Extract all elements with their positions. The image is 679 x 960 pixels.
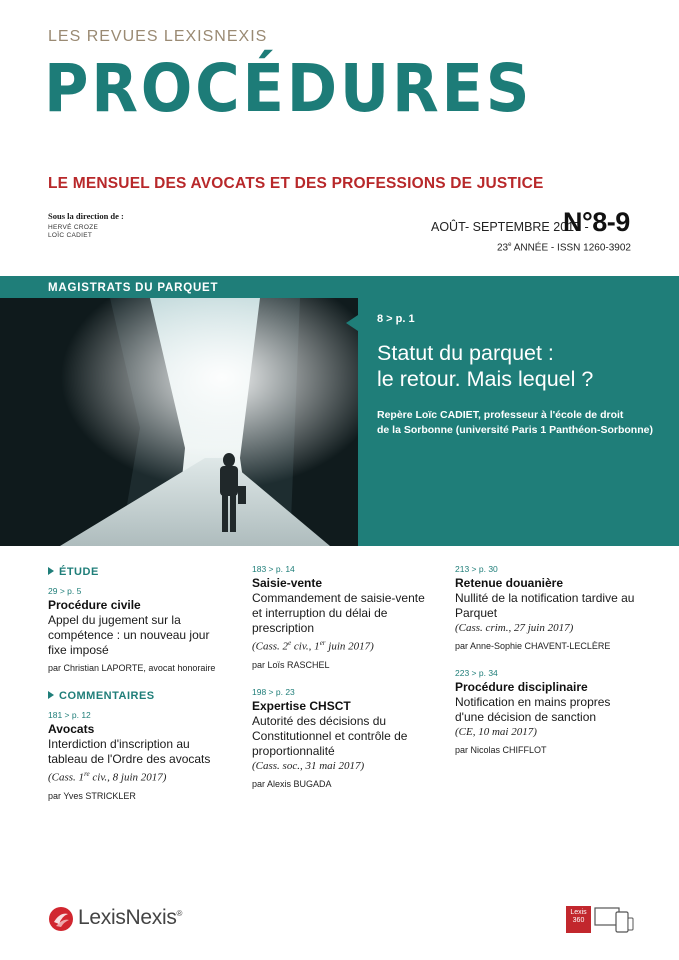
article-item[interactable] bbox=[48, 709, 248, 803]
article-author: par Nicolas CHIFFLOT bbox=[455, 745, 547, 755]
column-middle bbox=[252, 563, 452, 805]
feature-title-line: le retour. Mais lequel ? bbox=[377, 367, 594, 391]
article-citation: (CE, 10 mai 2017) bbox=[455, 726, 537, 738]
director-name: LOÏC CADIET bbox=[48, 232, 93, 239]
cover-photo bbox=[0, 298, 358, 546]
article-item[interactable] bbox=[252, 686, 452, 791]
article-item[interactable] bbox=[455, 667, 655, 757]
article-ref: 198 > p. 23 bbox=[252, 686, 295, 697]
article-description: Nullité de la notification tardive au Parquet bbox=[455, 591, 635, 620]
article-heading: Expertise CHSCT bbox=[252, 698, 351, 713]
article-citation: (Cass. 1re civ., 8 juin 2017) bbox=[48, 770, 167, 784]
director-name: HERVÉ CROZE bbox=[48, 224, 99, 231]
feature-title-line: Statut du parquet : bbox=[377, 341, 554, 365]
article-description: Commandement de saisie-vente et interruption du délai de prescription bbox=[252, 591, 425, 635]
article-description: Interdiction d'inscription au tableau de l'Ordre des avocats bbox=[48, 737, 211, 766]
feature-title bbox=[377, 340, 667, 392]
issue-info bbox=[497, 242, 631, 253]
article-item[interactable] bbox=[455, 563, 655, 653]
triangle-icon bbox=[48, 567, 54, 575]
publisher-logo-text: LexisNexis® bbox=[78, 906, 183, 929]
article-heading: Retenue douanière bbox=[455, 576, 564, 590]
article-citation: (Cass. crim., 27 juin 2017) bbox=[455, 622, 574, 634]
devices-icon bbox=[594, 906, 634, 934]
article-ref: 213 > p. 30 bbox=[455, 564, 498, 574]
article-description: Appel du jugement sur la compétence : un nouveau jour fixe imposé bbox=[48, 613, 210, 657]
feature-author-line: de la Sorbonne (université Paris 1 Panthéon-Sorbonne) bbox=[377, 424, 653, 436]
article-ref: 29 > p. 5 bbox=[48, 586, 82, 596]
article-description: Notification en mains propres d'une décision de sanction bbox=[455, 695, 611, 724]
triangle-icon bbox=[48, 691, 54, 699]
issue-number: N°8-9 bbox=[563, 207, 630, 237]
article-heading: Saisie-vente bbox=[252, 576, 323, 590]
article-ref: 181 > p. 12 bbox=[48, 710, 91, 720]
article-item[interactable] bbox=[48, 585, 248, 675]
rubric-commentaires: COMMENTAIRES bbox=[48, 689, 248, 703]
article-citation: (Cass. 2e civ., 1er juin 2017) bbox=[252, 639, 374, 653]
feature-author-line: Repère Loïc CADIET, professeur à l'école de droit bbox=[377, 409, 624, 421]
feature-ref: 8 > p. 1 bbox=[377, 313, 415, 325]
article-author: par Christian LAPORTE, avocat honoraire bbox=[48, 663, 216, 673]
lexisnexis-logo-icon bbox=[48, 906, 74, 932]
feature-author bbox=[377, 408, 667, 438]
rubric-etude: ÉTUDE bbox=[48, 565, 248, 579]
journal-title: PROCÉDURES bbox=[44, 50, 533, 127]
lexis360-badge-text: Lexis 360 bbox=[570, 909, 587, 924]
article-ref: 183 > p. 14 bbox=[252, 564, 295, 574]
article-heading: Avocats bbox=[48, 722, 95, 736]
article-citation: (Cass. soc., 31 mai 2017) bbox=[252, 759, 365, 772]
series-name: LES REVUES LEXISNEXIS bbox=[48, 28, 268, 45]
article-heading: Procédure civile bbox=[48, 598, 141, 612]
pointer-arrow-icon bbox=[346, 315, 358, 331]
section-label: MAGISTRATS DU PARQUET bbox=[48, 282, 219, 294]
journal-subtitle: LE MENSUEL DES AVOCATS ET DES PROFESSIONS DE JUSTICE bbox=[48, 175, 544, 192]
issue-issn: ANNÉE - ISSN 1260-3902 bbox=[511, 242, 631, 254]
article-author: par Loïs RASCHEL bbox=[252, 659, 330, 670]
forest-road-image bbox=[0, 298, 358, 546]
direction-label: Sous la direction de : bbox=[48, 211, 124, 221]
issue-date: AOÛT- SEPTEMBRE 2017 - bbox=[431, 220, 589, 234]
issue-year: 23 bbox=[497, 242, 509, 254]
column-left bbox=[48, 565, 248, 817]
issue-year-suffix: e bbox=[508, 242, 512, 248]
article-item[interactable] bbox=[252, 563, 452, 672]
column-right bbox=[455, 563, 655, 771]
article-description: Autorité des décisions du Constitutionnel et contrôle de proportionnalité bbox=[252, 713, 408, 758]
article-author: par Yves STRICKLER bbox=[48, 790, 136, 801]
article-author: par Alexis BUGADA bbox=[252, 778, 332, 789]
article-author: par Anne-Sophie CHAVENT-LECLÈRE bbox=[455, 641, 611, 651]
article-ref: 223 > p. 34 bbox=[455, 668, 498, 678]
article-heading: Procédure disciplinaire bbox=[455, 680, 588, 694]
